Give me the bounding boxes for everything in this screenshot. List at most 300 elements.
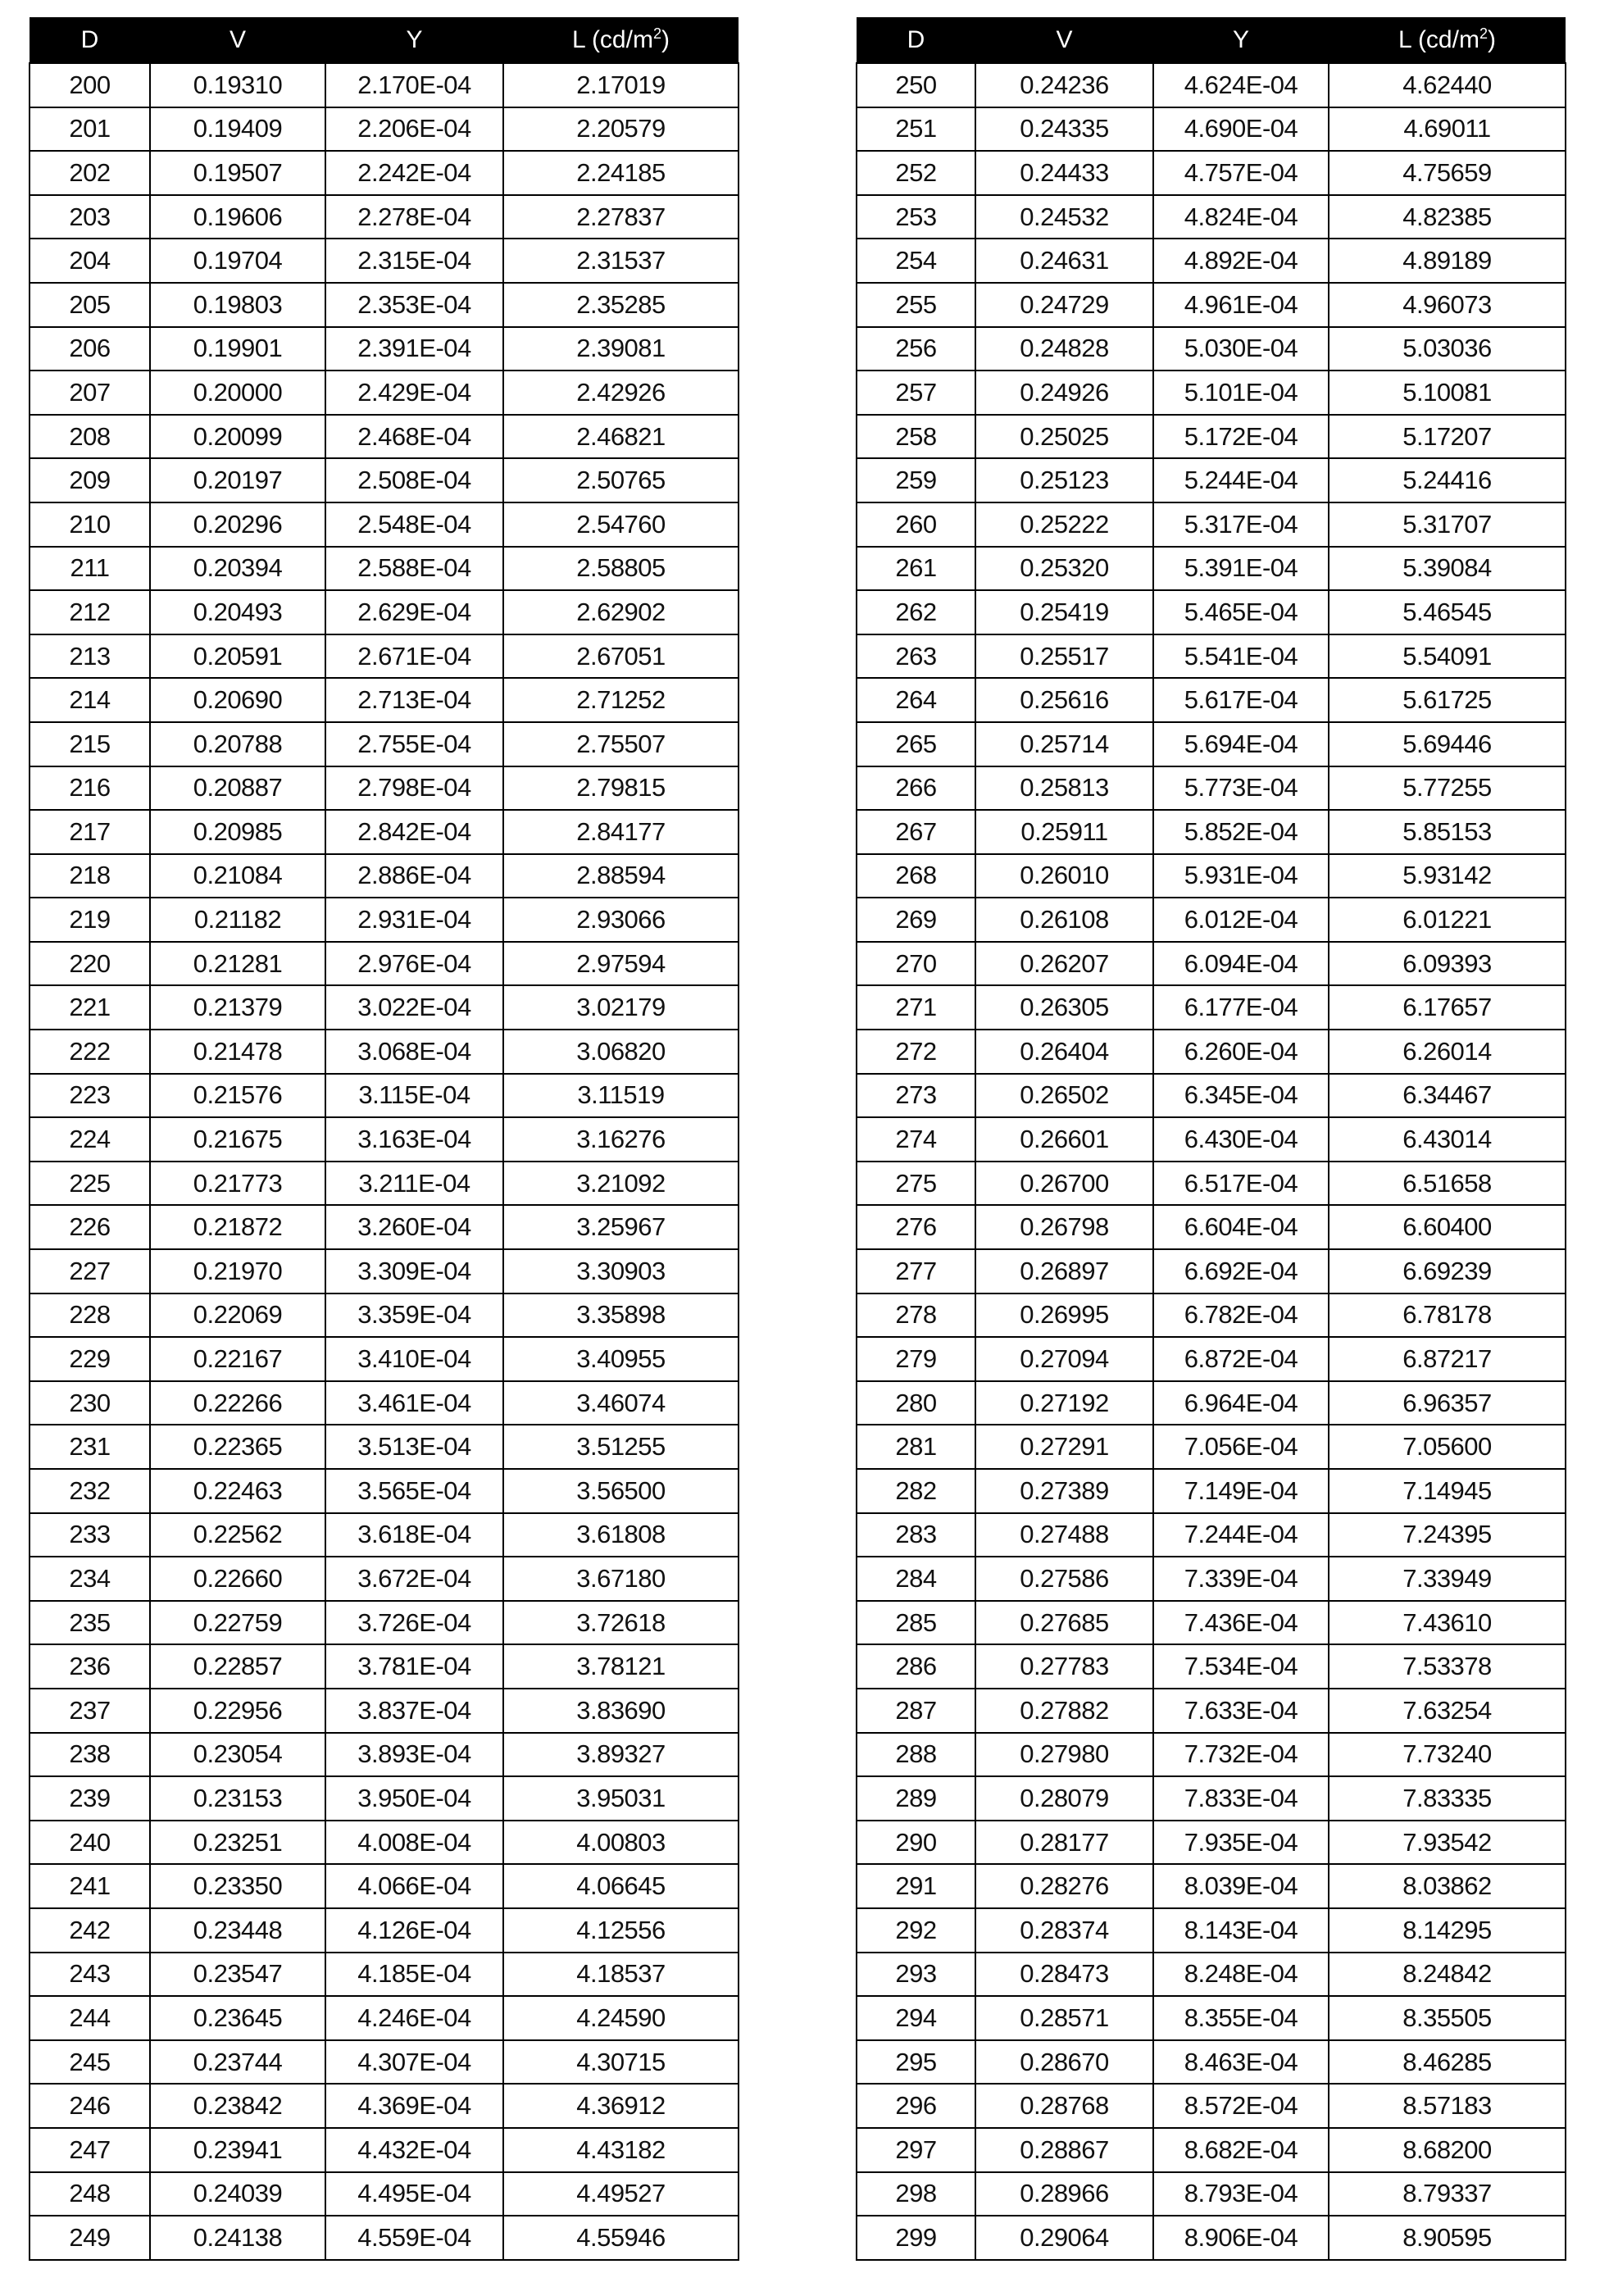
cell-l: 6.60400 [1329, 1205, 1566, 1249]
header-v: V [975, 17, 1153, 63]
cell-l: 8.57183 [1329, 2084, 1566, 2128]
cell-l: 4.24590 [503, 1996, 739, 2040]
cell-y: 4.495E-04 [325, 2172, 503, 2216]
cell-v: 0.22266 [150, 1381, 325, 1425]
cell-d: 229 [30, 1337, 150, 1381]
cell-v: 0.28473 [975, 1953, 1153, 1997]
cell-l: 2.97594 [503, 942, 739, 986]
cell-d: 277 [857, 1249, 975, 1293]
cell-d: 201 [30, 107, 150, 152]
luminance-table-right [856, 17, 1566, 2261]
cell-v: 0.25616 [975, 678, 1153, 722]
cell-l: 5.17207 [1329, 415, 1566, 459]
cell-l: 3.83690 [503, 1689, 739, 1733]
cell-d: 217 [30, 810, 150, 854]
cell-l: 8.03862 [1329, 1864, 1566, 1908]
cell-v: 0.20690 [150, 678, 325, 722]
table-row [30, 1557, 739, 1601]
table-row [857, 1469, 1566, 1513]
header-y: Y [1153, 17, 1329, 63]
cell-d: 238 [30, 1733, 150, 1777]
cell-v: 0.26305 [975, 985, 1153, 1030]
cell-y: 3.950E-04 [325, 1776, 503, 1821]
cell-l: 3.95031 [503, 1776, 739, 1821]
cell-d: 291 [857, 1864, 975, 1908]
cell-y: 2.798E-04 [325, 766, 503, 811]
cell-y: 7.935E-04 [1153, 1821, 1329, 1865]
table-row [857, 1293, 1566, 1338]
cell-d: 220 [30, 942, 150, 986]
table-row [30, 898, 739, 942]
cell-y: 4.824E-04 [1153, 195, 1329, 239]
cell-v: 0.27488 [975, 1513, 1153, 1557]
cell-v: 0.26404 [975, 1030, 1153, 1074]
cell-l: 5.03036 [1329, 327, 1566, 371]
table-row [30, 1821, 739, 1865]
cell-l: 7.24395 [1329, 1513, 1566, 1557]
cell-v: 0.27291 [975, 1425, 1153, 1469]
cell-v: 0.22562 [150, 1513, 325, 1557]
cell-v: 0.20000 [150, 371, 325, 415]
table-row [857, 590, 1566, 634]
cell-y: 7.534E-04 [1153, 1644, 1329, 1689]
cell-y: 8.143E-04 [1153, 1908, 1329, 1953]
cell-v: 0.27586 [975, 1557, 1153, 1601]
cell-d: 213 [30, 634, 150, 679]
cell-y: 4.559E-04 [325, 2216, 503, 2260]
table-row [857, 1821, 1566, 1865]
cell-v: 0.23251 [150, 1821, 325, 1865]
cell-d: 215 [30, 722, 150, 766]
cell-d: 242 [30, 1908, 150, 1953]
cell-d: 208 [30, 415, 150, 459]
cell-l: 3.56500 [503, 1469, 739, 1513]
cell-v: 0.20887 [150, 766, 325, 811]
table-row [30, 327, 739, 371]
cell-l: 6.78178 [1329, 1293, 1566, 1338]
cell-d: 270 [857, 942, 975, 986]
cell-y: 3.309E-04 [325, 1249, 503, 1293]
cell-y: 2.976E-04 [325, 942, 503, 986]
header-y: Y [325, 17, 503, 63]
table-row [30, 458, 739, 502]
cell-l: 8.90595 [1329, 2216, 1566, 2260]
cell-d: 234 [30, 1557, 150, 1601]
table-row [857, 415, 1566, 459]
table-row [30, 942, 739, 986]
cell-y: 6.177E-04 [1153, 985, 1329, 1030]
table-row [30, 1776, 739, 1821]
cell-v: 0.20591 [150, 634, 325, 679]
cell-v: 0.19409 [150, 107, 325, 152]
table-row [857, 327, 1566, 371]
cell-y: 7.056E-04 [1153, 1425, 1329, 1469]
header-d: D [30, 17, 150, 63]
cell-v: 0.26897 [975, 1249, 1153, 1293]
cell-v: 0.21773 [150, 1162, 325, 1206]
cell-l: 6.01221 [1329, 898, 1566, 942]
cell-l: 4.62440 [1329, 63, 1566, 107]
cell-d: 283 [857, 1513, 975, 1557]
cell-y: 6.260E-04 [1153, 1030, 1329, 1074]
cell-l: 2.67051 [503, 634, 739, 679]
cell-v: 0.20394 [150, 547, 325, 591]
cell-v: 0.21576 [150, 1074, 325, 1118]
cell-v: 0.20985 [150, 810, 325, 854]
cell-l: 7.63254 [1329, 1689, 1566, 1733]
table-row [30, 766, 739, 811]
cell-y: 6.430E-04 [1153, 1117, 1329, 1162]
header-v: V [150, 17, 325, 63]
cell-l: 5.31707 [1329, 502, 1566, 547]
cell-l: 2.75507 [503, 722, 739, 766]
cell-v: 0.20099 [150, 415, 325, 459]
cell-d: 259 [857, 458, 975, 502]
table-row [857, 1030, 1566, 1074]
cell-y: 5.317E-04 [1153, 502, 1329, 547]
table-row [30, 1162, 739, 1206]
cell-l: 5.61725 [1329, 678, 1566, 722]
cell-y: 3.260E-04 [325, 1205, 503, 1249]
cell-v: 0.25222 [975, 502, 1153, 547]
cell-l: 4.96073 [1329, 283, 1566, 327]
cell-l: 7.83335 [1329, 1776, 1566, 1821]
cell-v: 0.28079 [975, 1776, 1153, 1821]
table-row [30, 1074, 739, 1118]
cell-v: 0.24335 [975, 107, 1153, 152]
cell-y: 8.355E-04 [1153, 1996, 1329, 2040]
cell-y: 6.345E-04 [1153, 1074, 1329, 1118]
cell-d: 207 [30, 371, 150, 415]
cell-y: 8.793E-04 [1153, 2172, 1329, 2216]
cell-l: 8.46285 [1329, 2040, 1566, 2085]
cell-v: 0.26108 [975, 898, 1153, 942]
table-row [30, 678, 739, 722]
cell-y: 2.671E-04 [325, 634, 503, 679]
table-row [30, 283, 739, 327]
cell-d: 243 [30, 1953, 150, 1997]
cell-y: 2.548E-04 [325, 502, 503, 547]
cell-y: 4.126E-04 [325, 1908, 503, 1953]
cell-y: 7.633E-04 [1153, 1689, 1329, 1733]
cell-d: 279 [857, 1337, 975, 1381]
table-row [30, 1513, 739, 1557]
table-row [857, 1908, 1566, 1953]
cell-v: 0.24828 [975, 327, 1153, 371]
cell-d: 204 [30, 239, 150, 283]
cell-v: 0.25714 [975, 722, 1153, 766]
header-d: D [857, 17, 975, 63]
cell-v: 0.28374 [975, 1908, 1153, 1953]
cell-v: 0.28768 [975, 2084, 1153, 2128]
cell-y: 8.463E-04 [1153, 2040, 1329, 2085]
cell-y: 4.185E-04 [325, 1953, 503, 1997]
cell-v: 0.22167 [150, 1337, 325, 1381]
cell-y: 5.773E-04 [1153, 766, 1329, 811]
cell-d: 252 [857, 151, 975, 195]
cell-y: 4.892E-04 [1153, 239, 1329, 283]
table-row [30, 1908, 739, 1953]
header-row [857, 17, 1566, 63]
cell-y: 3.513E-04 [325, 1425, 503, 1469]
cell-y: 4.757E-04 [1153, 151, 1329, 195]
cell-y: 5.694E-04 [1153, 722, 1329, 766]
cell-d: 257 [857, 371, 975, 415]
cell-l: 5.46545 [1329, 590, 1566, 634]
table-row [30, 722, 739, 766]
table-row [30, 854, 739, 898]
cell-d: 251 [857, 107, 975, 152]
cell-v: 0.27094 [975, 1337, 1153, 1381]
table-row [30, 2172, 739, 2216]
cell-d: 285 [857, 1601, 975, 1645]
cell-y: 7.436E-04 [1153, 1601, 1329, 1645]
cell-l: 3.21092 [503, 1162, 739, 1206]
table-row [857, 1381, 1566, 1425]
cell-y: 6.782E-04 [1153, 1293, 1329, 1338]
table-row [857, 634, 1566, 679]
table-row [857, 502, 1566, 547]
cell-v: 0.21182 [150, 898, 325, 942]
cell-v: 0.23744 [150, 2040, 325, 2085]
cell-l: 3.51255 [503, 1425, 739, 1469]
cell-y: 4.246E-04 [325, 1996, 503, 2040]
cell-l: 6.43014 [1329, 1117, 1566, 1162]
cell-l: 7.33949 [1329, 1557, 1566, 1601]
header-l: L (cd/m2) [1329, 17, 1566, 63]
cell-y: 2.931E-04 [325, 898, 503, 942]
cell-v: 0.23941 [150, 2128, 325, 2172]
cell-y: 2.278E-04 [325, 195, 503, 239]
cell-v: 0.19901 [150, 327, 325, 371]
header-row [30, 17, 739, 63]
table-row [857, 2040, 1566, 2085]
cell-l: 4.75659 [1329, 151, 1566, 195]
cell-y: 5.931E-04 [1153, 854, 1329, 898]
cell-d: 202 [30, 151, 150, 195]
cell-y: 2.242E-04 [325, 151, 503, 195]
cell-v: 0.22463 [150, 1469, 325, 1513]
table-row [857, 1953, 1566, 1997]
cell-l: 7.43610 [1329, 1601, 1566, 1645]
cell-l: 8.14295 [1329, 1908, 1566, 1953]
cell-y: 3.163E-04 [325, 1117, 503, 1162]
cell-v: 0.22759 [150, 1601, 325, 1645]
cell-l: 4.89189 [1329, 239, 1566, 283]
cell-y: 4.961E-04 [1153, 283, 1329, 327]
cell-d: 240 [30, 1821, 150, 1865]
cell-l: 6.69239 [1329, 1249, 1566, 1293]
cell-d: 241 [30, 1864, 150, 1908]
cell-v: 0.24433 [975, 151, 1153, 195]
cell-y: 5.391E-04 [1153, 547, 1329, 591]
cell-v: 0.21872 [150, 1205, 325, 1249]
table-row [857, 678, 1566, 722]
cell-v: 0.22069 [150, 1293, 325, 1338]
cell-v: 0.25320 [975, 547, 1153, 591]
cell-y: 6.964E-04 [1153, 1381, 1329, 1425]
table-row [30, 1381, 739, 1425]
table-row [30, 107, 739, 152]
table-row [857, 1776, 1566, 1821]
cell-v: 0.21675 [150, 1117, 325, 1162]
cell-l: 3.67180 [503, 1557, 739, 1601]
table-row [30, 634, 739, 679]
cell-y: 5.101E-04 [1153, 371, 1329, 415]
table-row [857, 1601, 1566, 1645]
cell-y: 5.030E-04 [1153, 327, 1329, 371]
cell-d: 287 [857, 1689, 975, 1733]
table-row [857, 107, 1566, 152]
table-row [857, 854, 1566, 898]
table-row [30, 1864, 739, 1908]
cell-d: 263 [857, 634, 975, 679]
cell-l: 4.12556 [503, 1908, 739, 1953]
cell-l: 6.26014 [1329, 1030, 1566, 1074]
cell-d: 247 [30, 2128, 150, 2172]
cell-l: 2.46821 [503, 415, 739, 459]
cell-v: 0.23448 [150, 1908, 325, 1953]
table-row [857, 1205, 1566, 1249]
cell-d: 244 [30, 1996, 150, 2040]
table-row [30, 1030, 739, 1074]
cell-d: 231 [30, 1425, 150, 1469]
table-row [857, 2172, 1566, 2216]
cell-d: 292 [857, 1908, 975, 1953]
cell-l: 2.79815 [503, 766, 739, 811]
cell-l: 3.78121 [503, 1644, 739, 1689]
cell-v: 0.26798 [975, 1205, 1153, 1249]
cell-d: 276 [857, 1205, 975, 1249]
cell-y: 2.755E-04 [325, 722, 503, 766]
cell-y: 4.066E-04 [325, 1864, 503, 1908]
cell-l: 5.39084 [1329, 547, 1566, 591]
cell-v: 0.23350 [150, 1864, 325, 1908]
table-row [30, 415, 739, 459]
table-row [857, 722, 1566, 766]
cell-d: 253 [857, 195, 975, 239]
cell-v: 0.23054 [150, 1733, 325, 1777]
cell-v: 0.28966 [975, 2172, 1153, 2216]
table-row [857, 371, 1566, 415]
table-row [30, 502, 739, 547]
cell-l: 6.96357 [1329, 1381, 1566, 1425]
table-row [30, 1293, 739, 1338]
cell-l: 8.68200 [1329, 2128, 1566, 2172]
cell-l: 4.18537 [503, 1953, 739, 1997]
cell-v: 0.28276 [975, 1864, 1153, 1908]
cell-v: 0.22365 [150, 1425, 325, 1469]
cell-y: 6.094E-04 [1153, 942, 1329, 986]
cell-d: 255 [857, 283, 975, 327]
cell-v: 0.27882 [975, 1689, 1153, 1733]
table-row [857, 2128, 1566, 2172]
table-row [30, 1601, 739, 1645]
cell-l: 2.17019 [503, 63, 739, 107]
cell-d: 216 [30, 766, 150, 811]
cell-d: 265 [857, 722, 975, 766]
cell-v: 0.25419 [975, 590, 1153, 634]
cell-v: 0.26502 [975, 1074, 1153, 1118]
cell-d: 205 [30, 283, 150, 327]
cell-l: 8.79337 [1329, 2172, 1566, 2216]
cell-l: 5.24416 [1329, 458, 1566, 502]
table-row [857, 1162, 1566, 1206]
cell-l: 2.20579 [503, 107, 739, 152]
header-l: L (cd/m2) [503, 17, 739, 63]
cell-d: 256 [857, 327, 975, 371]
cell-y: 3.461E-04 [325, 1381, 503, 1425]
cell-y: 8.906E-04 [1153, 2216, 1329, 2260]
table-row [30, 151, 739, 195]
cell-d: 299 [857, 2216, 975, 2260]
cell-v: 0.24138 [150, 2216, 325, 2260]
table-row [30, 2216, 739, 2260]
table-row [857, 283, 1566, 327]
cell-d: 235 [30, 1601, 150, 1645]
cell-d: 266 [857, 766, 975, 811]
cell-y: 8.039E-04 [1153, 1864, 1329, 1908]
cell-l: 2.24185 [503, 151, 739, 195]
cell-l: 2.93066 [503, 898, 739, 942]
cell-d: 232 [30, 1469, 150, 1513]
table-row [30, 1469, 739, 1513]
cell-y: 4.307E-04 [325, 2040, 503, 2085]
cell-y: 4.624E-04 [1153, 63, 1329, 107]
cell-y: 7.339E-04 [1153, 1557, 1329, 1601]
cell-y: 5.852E-04 [1153, 810, 1329, 854]
cell-v: 0.26601 [975, 1117, 1153, 1162]
cell-v: 0.23153 [150, 1776, 325, 1821]
cell-d: 218 [30, 854, 150, 898]
cell-v: 0.28867 [975, 2128, 1153, 2172]
cell-v: 0.27192 [975, 1381, 1153, 1425]
cell-l: 3.06820 [503, 1030, 739, 1074]
cell-d: 275 [857, 1162, 975, 1206]
cell-d: 288 [857, 1733, 975, 1777]
table-row [30, 1644, 739, 1689]
cell-y: 7.244E-04 [1153, 1513, 1329, 1557]
cell-y: 6.692E-04 [1153, 1249, 1329, 1293]
cell-d: 210 [30, 502, 150, 547]
cell-y: 3.781E-04 [325, 1644, 503, 1689]
cell-l: 4.36912 [503, 2084, 739, 2128]
table-row [30, 1249, 739, 1293]
cell-y: 7.149E-04 [1153, 1469, 1329, 1513]
cell-y: 7.833E-04 [1153, 1776, 1329, 1821]
table-row [30, 239, 739, 283]
cell-l: 3.30903 [503, 1249, 739, 1293]
cell-y: 6.517E-04 [1153, 1162, 1329, 1206]
cell-d: 282 [857, 1469, 975, 1513]
cell-v: 0.25813 [975, 766, 1153, 811]
cell-v: 0.21970 [150, 1249, 325, 1293]
table-row [857, 1425, 1566, 1469]
cell-v: 0.27783 [975, 1644, 1153, 1689]
cell-v: 0.24532 [975, 195, 1153, 239]
cell-v: 0.25911 [975, 810, 1153, 854]
cell-d: 200 [30, 63, 150, 107]
cell-v: 0.27980 [975, 1733, 1153, 1777]
cell-d: 219 [30, 898, 150, 942]
cell-l: 3.61808 [503, 1513, 739, 1557]
cell-l: 2.31537 [503, 239, 739, 283]
cell-d: 289 [857, 1776, 975, 1821]
table-row [857, 1117, 1566, 1162]
cell-l: 4.06645 [503, 1864, 739, 1908]
cell-v: 0.19704 [150, 239, 325, 283]
cell-y: 3.022E-04 [325, 985, 503, 1030]
